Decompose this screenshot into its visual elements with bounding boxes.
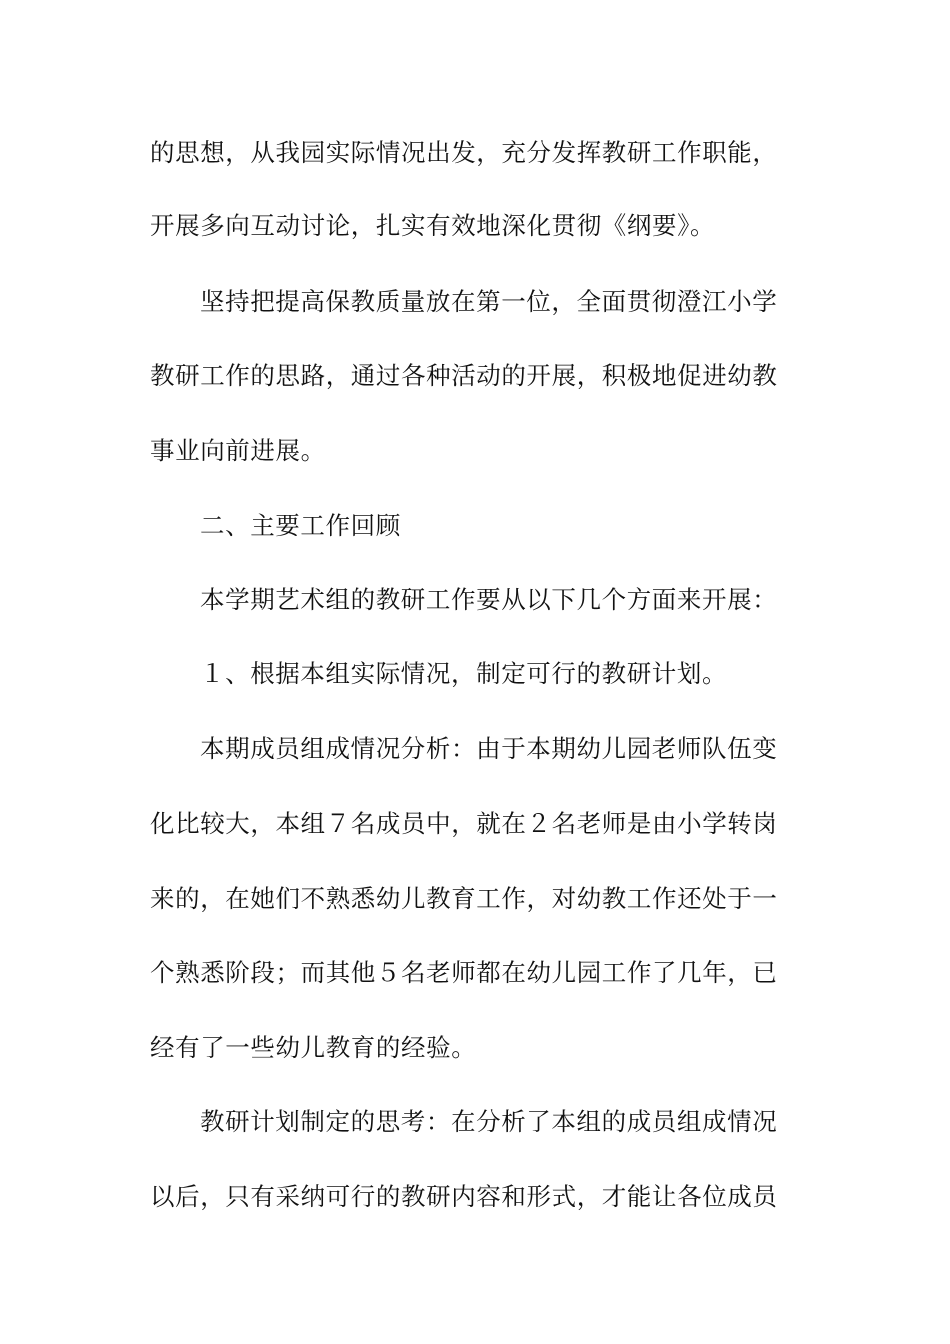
text-line: 化比较大，本组７名成员中，就在２名老师是由小学转岗	[150, 809, 778, 838]
numbered-item: １、根据本组实际情况，制定可行的教研计划。	[200, 659, 728, 688]
paragraph-start-line: 坚持把提高保教质量放在第一位，全面贯彻澄江小学	[200, 287, 778, 316]
text-line: 教研工作的思路，通过各种活动的开展，积极地促进幼教	[150, 361, 778, 390]
text-line: 来的，在她们不熟悉幼儿教育工作，对幼教工作还处于一	[150, 884, 778, 913]
text-line: 事业向前进展。	[150, 436, 326, 465]
paragraph-start-line: 本学期艺术组的教研工作要从以下几个方面来开展：	[200, 585, 778, 614]
text-line: 经有了一些幼儿教育的经验。	[150, 1033, 477, 1062]
text-line: 以后，只有采纳可行的教研内容和形式，才能让各位成员	[150, 1182, 778, 1211]
text-line: 开展多向互动讨论，扎实有效地深化贯彻《纲要》。	[150, 211, 716, 240]
section-heading: 二、主要工作回顾	[200, 511, 401, 540]
text-line: 个熟悉阶段；而其他５名老师都在幼儿园工作了几年，已	[150, 958, 778, 987]
paragraph-start-line: 教研计划制定的思考：在分析了本组的成员组成情况	[200, 1107, 778, 1136]
paragraph-start-line: 本期成员组成情况分析：由于本期幼儿园老师队伍变	[200, 734, 778, 763]
text-line: 的思想，从我园实际情况出发，充分发挥教研工作职能，	[150, 138, 778, 167]
